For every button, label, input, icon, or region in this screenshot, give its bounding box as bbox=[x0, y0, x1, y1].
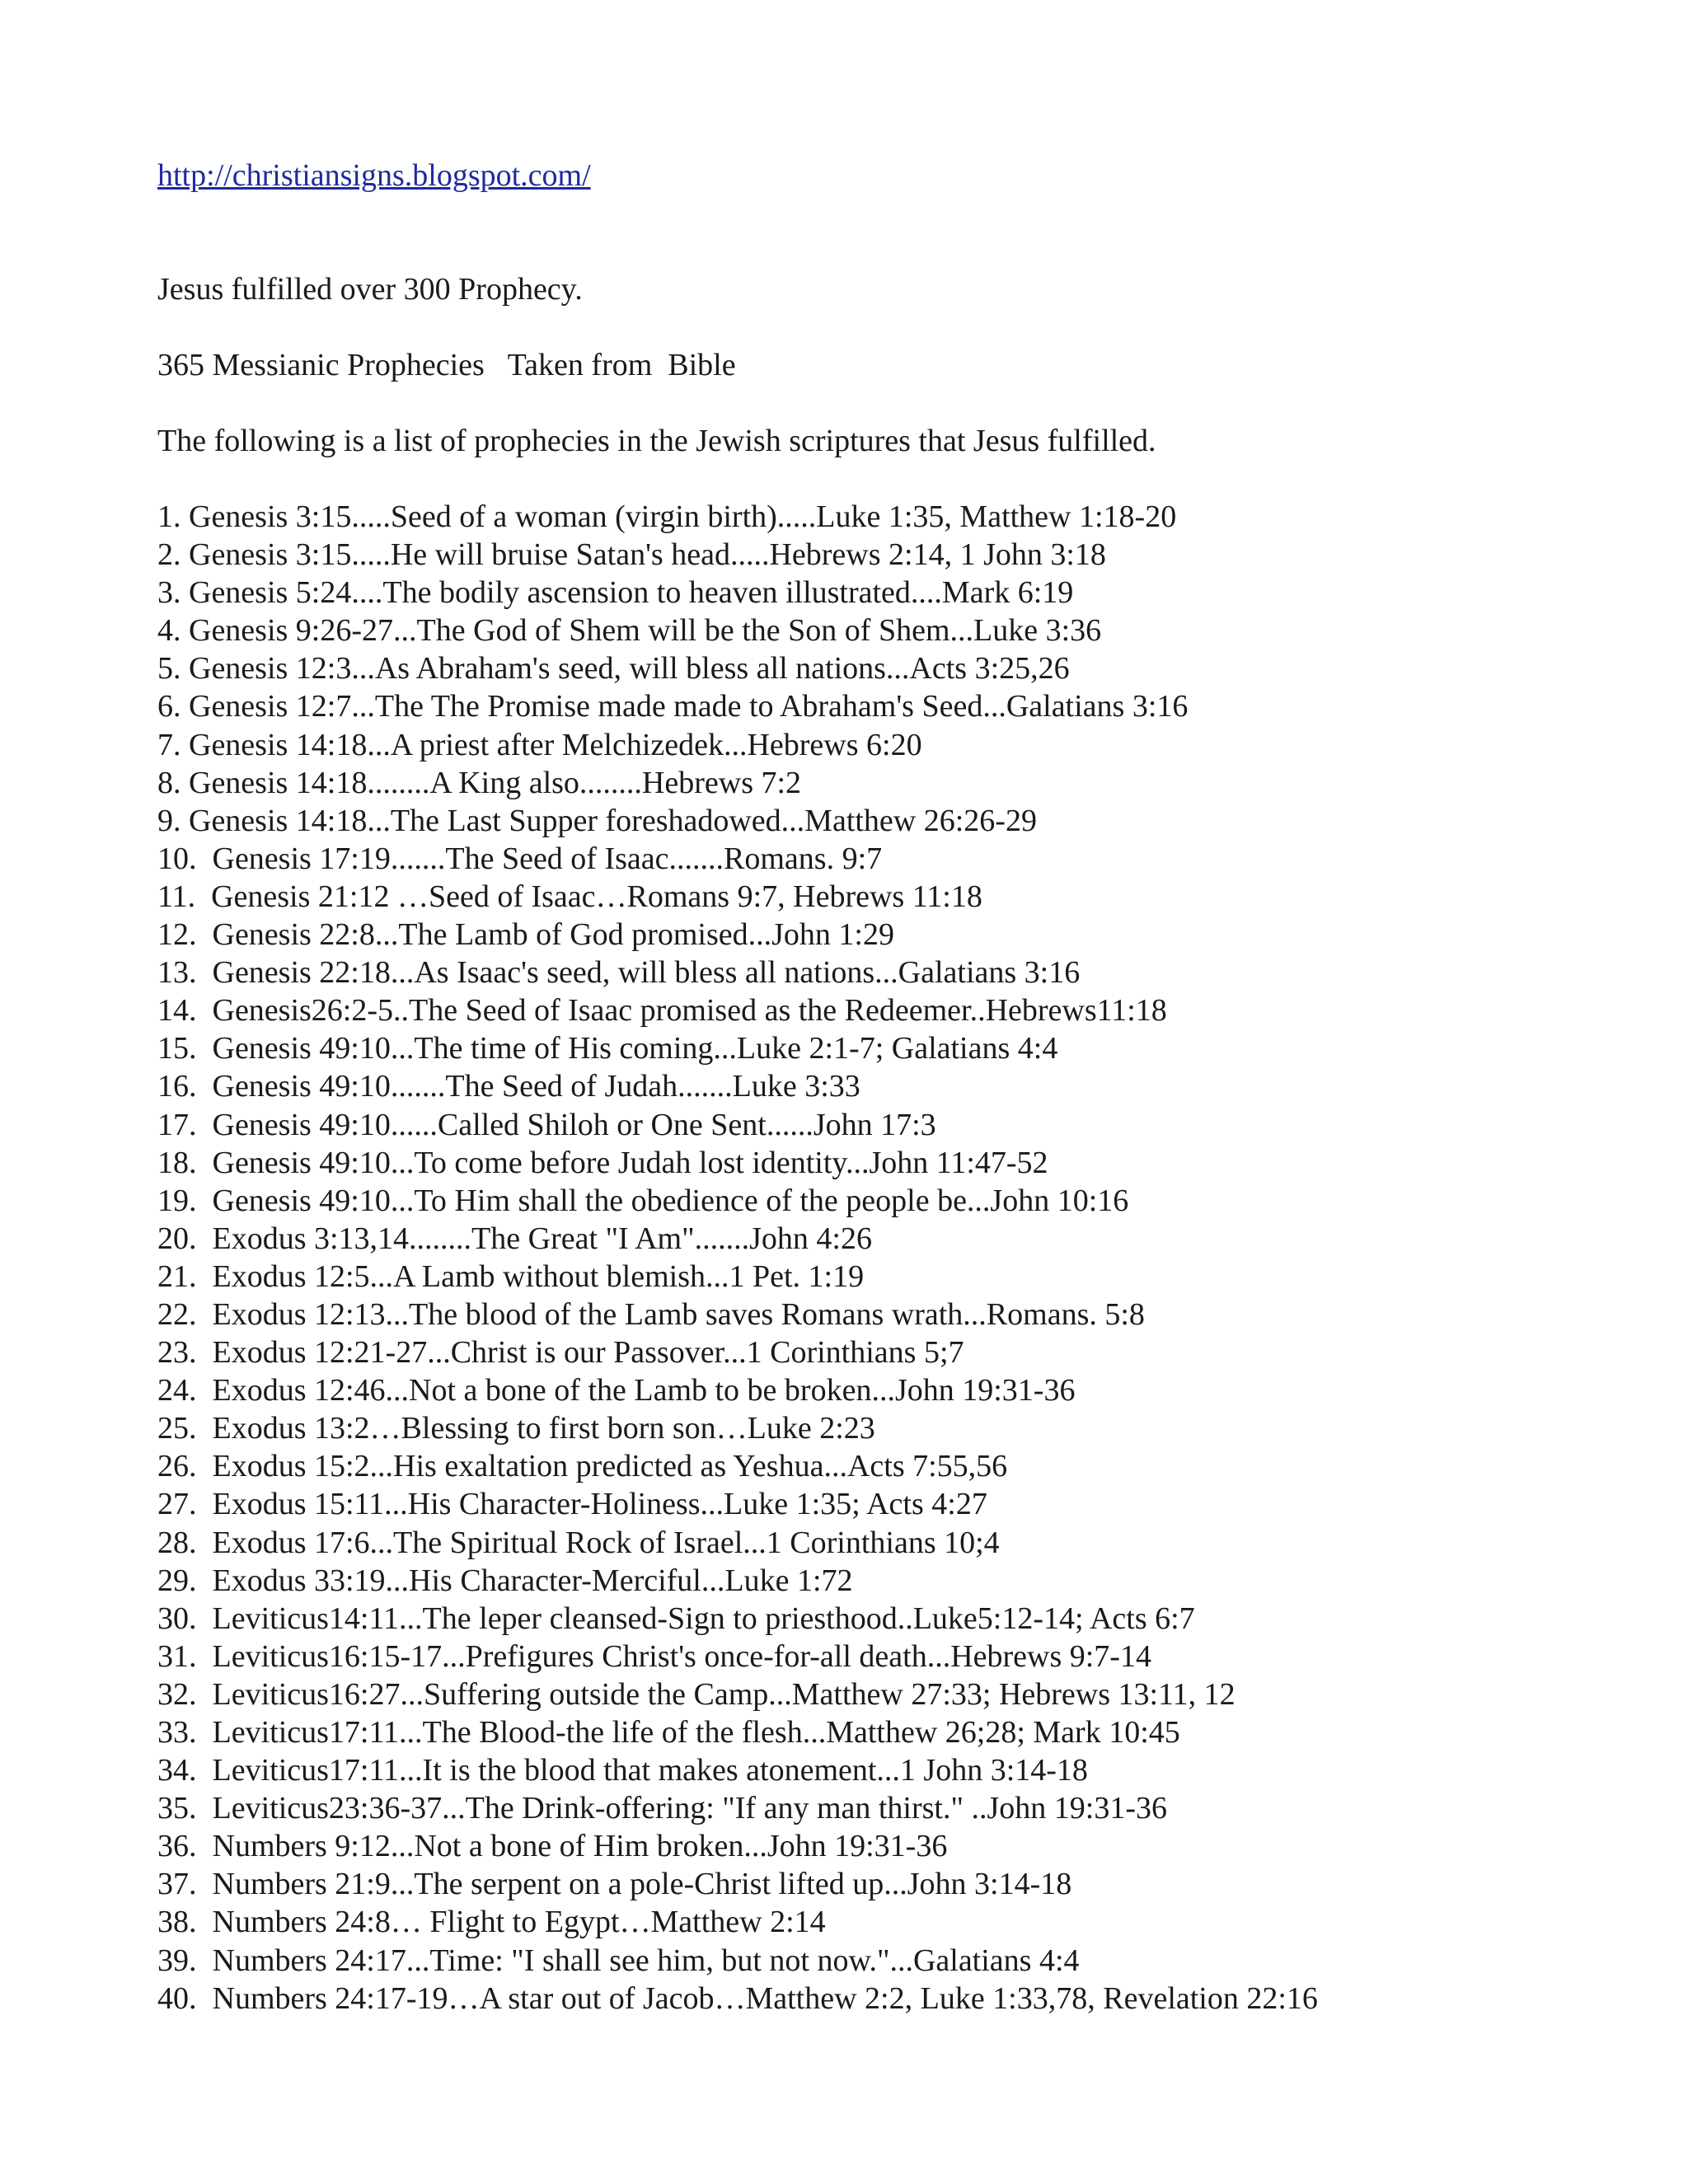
prophecy-item: 10. Genesis 17:19.......The Seed of Isaac.......Romans. 9:7 bbox=[157, 841, 883, 876]
prophecy-item: 27. Exodus 15:11...His Character-Holiness...Luke 1:35; Acts 4:27 bbox=[157, 1487, 987, 1522]
prophecy-item: 21. Exodus 12:5...A Lamb without blemish...1 Pet. 1:19 bbox=[157, 1258, 865, 1294]
intro-line-2: 365 Messianic Prophecies Taken from Bible bbox=[157, 348, 736, 382]
prophecy-item: 14. Genesis26:2-5..The Seed of Isaac promised as the Redeemer..Hebrews11:18 bbox=[157, 993, 1167, 1029]
blog-link[interactable]: http://christiansigns.blogspot.com/ bbox=[157, 158, 591, 193]
prophecy-item: 17. Genesis 49:10......Called Shiloh or One Sent......John 17:3 bbox=[157, 1107, 936, 1142]
prophecy-item: 8. Genesis 14:18........A King also........Hebrews 7:2 bbox=[157, 765, 802, 800]
prophecy-item: 9. Genesis 14:18...The Last Supper foreshadowed...Matthew 26:26-29 bbox=[157, 803, 1037, 838]
prophecy-list bbox=[157, 498, 1641, 2018]
prophecy-item: 33. Leviticus17:11...The Blood-the life of the flesh...Matthew 26;28; Mark 10:45 bbox=[157, 1715, 1180, 1750]
prophecy-item: 7. Genesis 14:18...A priest after Melchizedek...Hebrews 6:20 bbox=[157, 727, 922, 762]
prophecy-item: 4. Genesis 9:26-27...The God of Shem will be the Son of Shem...Luke 3:36 bbox=[157, 613, 1102, 649]
prophecy-item: 24. Exodus 12:46...Not a bone of the Lamb to be broken...John 19:31-36 bbox=[157, 1373, 1076, 1408]
intro-line-3: The following is a list of prophecies in the Jewish scriptures that Jesus fulfilled. bbox=[157, 424, 1156, 458]
prophecy-item: 1. Genesis 3:15.....Seed of a woman (virgin birth).....Luke 1:35, Matthew 1:18-20 bbox=[157, 499, 1177, 534]
prophecy-item: 5. Genesis 12:3...As Abraham's seed, will bless all nations...Acts 3:25,26 bbox=[157, 651, 1070, 687]
prophecy-item: 37. Numbers 21:9...The serpent on a pole-Christ lifted up...John 3:14-18 bbox=[157, 1867, 1072, 1902]
prophecy-item: 28. Exodus 17:6...The Spiritual Rock of Israel...1 Corinthians 10;4 bbox=[157, 1525, 1000, 1560]
prophecy-item: 29. Exodus 33:19...His Character-Merciful...Luke 1:72 bbox=[157, 1563, 853, 1598]
prophecy-item: 3. Genesis 5:24....The bodily ascension to heaven illustrated....Mark 6:19 bbox=[157, 575, 1074, 611]
prophecy-item: 38. Numbers 24:8… Flight to Egypt…Matthew 2:14 bbox=[157, 1905, 826, 1940]
prophecy-item: 40. Numbers 24:17-19…A star out of Jacob…Matthew 2:2, Luke 1:33,78, Revelation 22:16 bbox=[157, 1980, 1318, 2016]
prophecy-item: 2. Genesis 3:15.....He will bruise Satan's head.....Hebrews 2:14, 1 John 3:18 bbox=[157, 537, 1106, 573]
prophecy-item: 26. Exodus 15:2...His exaltation predicted as Yeshua...Acts 7:55,56 bbox=[157, 1449, 1008, 1484]
prophecy-item: 13. Genesis 22:18...As Isaac's seed, will bless all nations...Galatians 3:16 bbox=[157, 955, 1081, 991]
prophecy-item: 15. Genesis 49:10...The time of His coming...Luke 2:1-7; Galatians 4:4 bbox=[157, 1031, 1058, 1066]
prophecy-item: 19. Genesis 49:10...To Him shall the obedience of the people be...John 10:16 bbox=[157, 1183, 1129, 1218]
prophecy-item: 20. Exodus 3:13,14........The Great "I Am".......John 4:26 bbox=[157, 1221, 872, 1256]
prophecy-item: 32. Leviticus16:27...Suffering outside the Camp...Matthew 27:33; Hebrews 13:11, 12 bbox=[157, 1676, 1236, 1712]
intro-line-1: Jesus fulfilled over 300 Prophecy. bbox=[157, 272, 583, 307]
prophecy-item: 31. Leviticus16:15-17...Prefigures Christ's once-for-all death...Hebrews 9:7-14 bbox=[157, 1638, 1151, 1674]
prophecy-item: 34. Leviticus17:11...It is the blood that makes atonement...1 John 3:14-18 bbox=[157, 1753, 1088, 1788]
prophecy-item: 16. Genesis 49:10.......The Seed of Judah.......Luke 3:33 bbox=[157, 1069, 860, 1104]
prophecy-item: 30. Leviticus14:11...The leper cleansed-Sign to priesthood..Luke5:12-14; Acts 6:7 bbox=[157, 1601, 1195, 1636]
prophecy-item: 12. Genesis 22:8...The Lamb of God promised...John 1:29 bbox=[157, 917, 894, 953]
prophecy-item: 23. Exodus 12:21-27...Christ is our Passover...1 Corinthians 5;7 bbox=[157, 1335, 964, 1371]
prophecy-item: 36. Numbers 9:12...Not a bone of Him broken...John 19:31-36 bbox=[157, 1829, 948, 1864]
prophecy-item: 18. Genesis 49:10...To come before Judah lost identity...John 11:47-52 bbox=[157, 1145, 1048, 1180]
prophecy-item: 11. Genesis 21:12 …Seed of Isaac…Romans 9:7, Hebrews 11:18 bbox=[157, 879, 982, 914]
prophecy-item: 22. Exodus 12:13...The blood of the Lamb saves Romans wrath...Romans. 5:8 bbox=[157, 1296, 1145, 1332]
prophecy-item: 25. Exodus 13:2…Blessing to first born son…Luke 2:23 bbox=[157, 1411, 875, 1446]
prophecy-item: 6. Genesis 12:7...The The Promise made made to Abraham's Seed...Galatians 3:16 bbox=[157, 689, 1189, 724]
prophecy-item: 39. Numbers 24:17...Time: "I shall see him, but not now."...Galatians 4:4 bbox=[157, 1943, 1080, 1978]
document-body bbox=[157, 157, 1641, 2018]
prophecy-item: 35. Leviticus23:36-37...The Drink-offering: "If any man thirst." ..John 19:31-36 bbox=[157, 1791, 1167, 1826]
